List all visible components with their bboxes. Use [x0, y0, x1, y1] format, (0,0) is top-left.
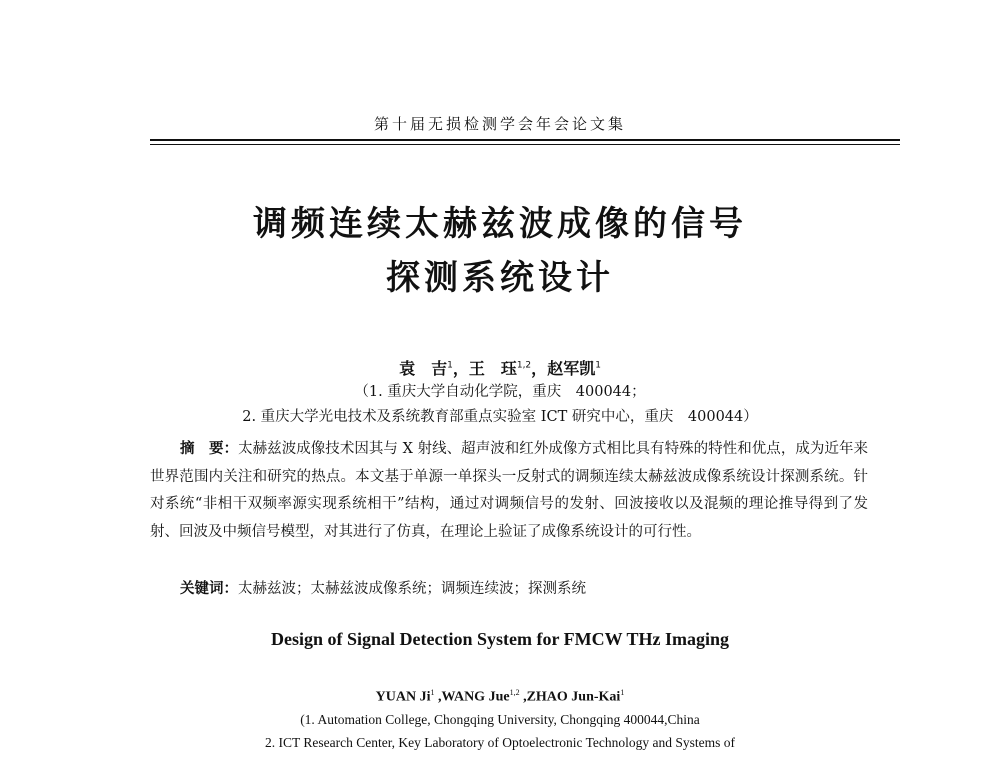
author-affiliation-mark: 1	[447, 360, 453, 371]
authors-en	[0, 688, 1000, 706]
affiliation-cn-line2: 2. 重庆大学光电技术及系统教育部重点实验室 ICT 研究中心，重庆 400044）	[242, 409, 758, 425]
author-affiliation-mark: 1,2	[509, 688, 520, 697]
abstract-cn	[150, 436, 868, 546]
author-separator: ,	[434, 689, 442, 705]
paper-title-cn-line1: 调频连续太赫兹波成像的信号	[253, 204, 747, 244]
affiliation-cn-line1: （1. 重庆大学自动化学院，重庆 400044；	[354, 384, 646, 400]
affiliation-en-line1: (1. Automation College, Chongqing University, Chongqing 400044,China	[300, 712, 700, 727]
abstract-label: 摘 要：	[180, 441, 239, 457]
authors-cn	[0, 356, 1000, 379]
author-name: YUAN Ji	[375, 689, 431, 705]
keywords-label: 关键词：	[180, 581, 238, 597]
author-affiliation-mark: 1,2	[516, 360, 532, 371]
author-affiliation-mark: 1	[430, 688, 435, 697]
header-rule-thick	[150, 139, 900, 141]
keywords-text: 太赫兹波；太赫兹波成像系统；调频连续波；探测系统	[238, 581, 586, 597]
author-affiliation-mark: 1	[620, 688, 625, 697]
author-separator: ，	[452, 359, 469, 378]
header-rule-thin	[150, 144, 900, 145]
author-affiliation-mark: 1	[595, 360, 601, 371]
author-name: 赵军凯	[547, 359, 596, 378]
author-name: ZHAO Jun-Kai	[526, 689, 621, 705]
author-name: 王 珏	[468, 359, 517, 378]
affiliation-en-line2: 2. ICT Research Center, Key Laboratory of Optoelectronic Technology and Systems of	[264, 735, 735, 750]
author-name: WANG Jue	[441, 689, 510, 705]
author-separator: ，	[531, 359, 548, 378]
abstract-text: 太赫兹波成像技术因其与 X 射线、超声波和红外成像方式相比具有特殊的特性和优点，成为近年来世界范围内关注和研究的热点。本文基于单源一单探头一反射式的调频连续太赫兹波成像系统设计探测系统。针对系统“非相干双频率源实现系统相干”结构，通过对调频信号的发射、回波接收以及混频的理论推导得到了发射、回波及中频信号模型，对其进行了仿真，在理论上验证了成像系统设计的可行性。	[150, 441, 868, 540]
author-name: 袁 吉	[399, 359, 448, 378]
paper-title-en: Design of Signal Detection System for FMCW THz Imaging	[271, 629, 729, 649]
author-separator: ,	[519, 689, 527, 705]
paper-title-cn-line2: 探测系统设计	[386, 258, 614, 298]
proceedings-header: 第十届无损检测学会年会论文集	[373, 115, 626, 133]
keywords-cn	[180, 577, 870, 598]
